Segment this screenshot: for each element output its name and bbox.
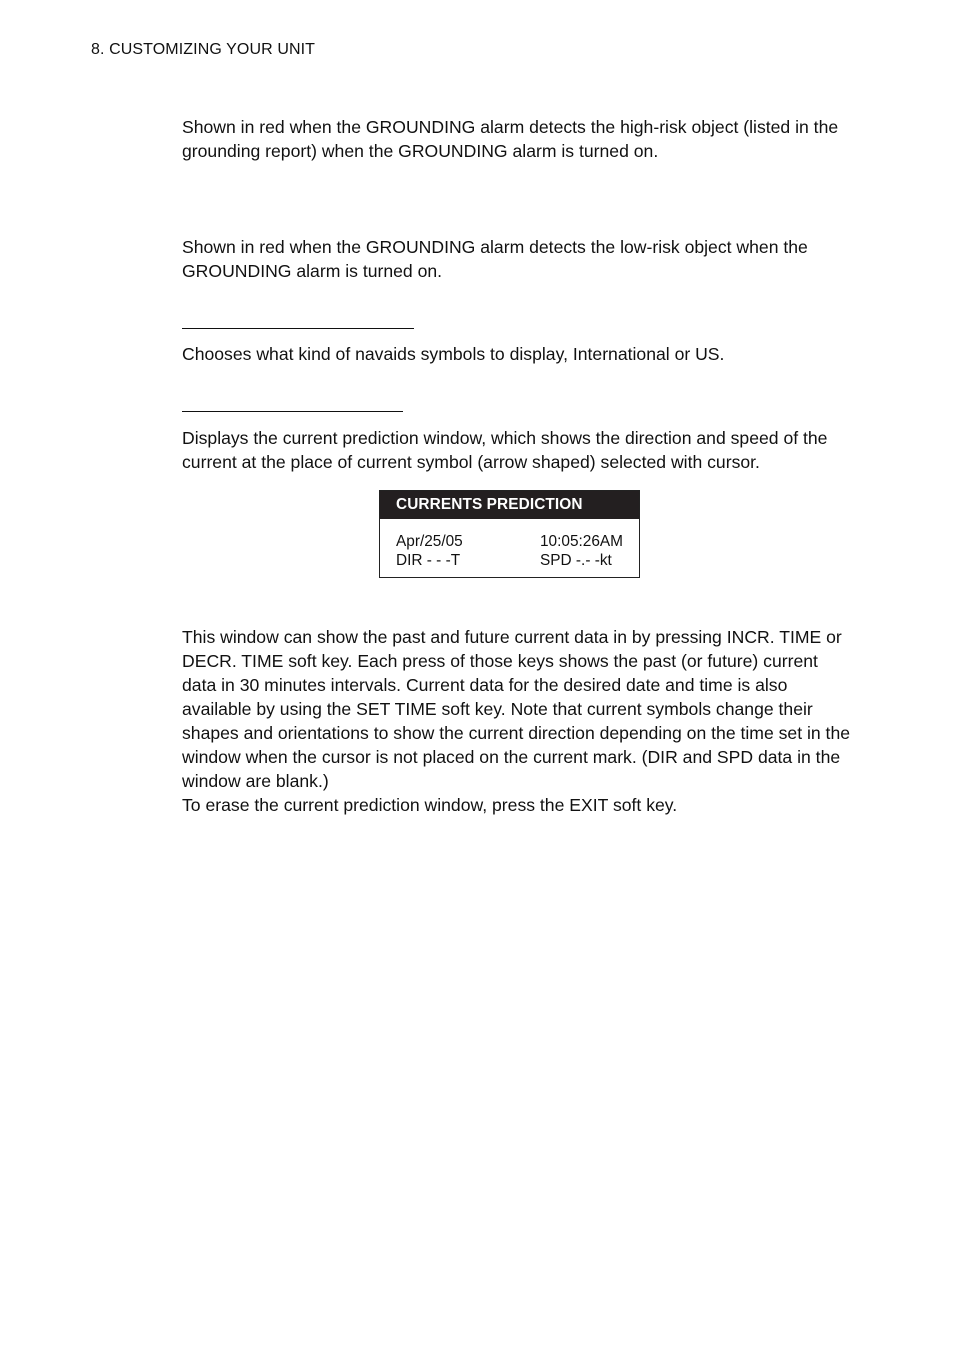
section-rule-navaids [182, 328, 414, 329]
currents-direction: DIR - - -T [396, 552, 461, 569]
currents-prediction-window [379, 490, 640, 578]
currents-date: Apr/25/05 [396, 533, 463, 550]
paragraph-window-usage: This window can show the past and future current data in by pressing INCR. TIME or DECR. TIME soft key. Each press of those keys shows the past (or future) current data in 30 minutes intervals. Current data for the desired date and time is also available by using the SET TIME soft key. Note that current symbols change their shapes and orientations to show the current direction depending on the time set in the window when the cursor is not placed on the current mark. (DIR and SPD data in the window are blank.) [182, 627, 851, 791]
running-header: 8. CUSTOMIZING YOUR UNIT [91, 41, 316, 58]
paragraph-erase: To erase the current prediction window, press the EXIT soft key. [182, 795, 678, 815]
paragraph-current-prediction: Displays the current prediction window, which shows the direction and speed of the current at the place of current symbol (arrow shaped) selected with cursor. [182, 428, 828, 472]
currents-speed: SPD -.- -kt [540, 552, 612, 569]
paragraph-high-risk: Shown in red when the GROUNDING alarm detects the high-risk object (listed in the grounding report) when the GROUNDING alarm is turned on. [182, 117, 839, 161]
section-rule-current-prediction [182, 411, 403, 412]
paragraph-navaids: Chooses what kind of navaids symbols to display, International or US. [182, 344, 725, 364]
paragraph-low-risk: Shown in red when the GROUNDING alarm detects the low-risk object when the GROUNDING alarm is turned on. [182, 237, 808, 281]
currents-prediction-title: CURRENTS PREDICTION [380, 491, 639, 519]
currents-time: 10:05:26AM [540, 533, 623, 550]
